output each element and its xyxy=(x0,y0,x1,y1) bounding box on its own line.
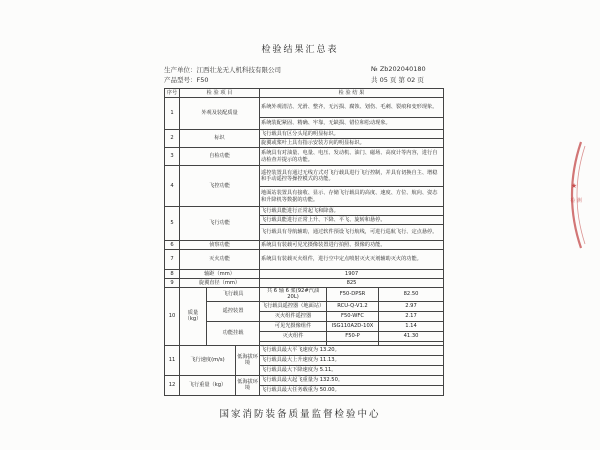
row-result: 飞行载具能进行正常起飞和降落。 xyxy=(260,207,444,216)
row-condition: 低海拔环境 xyxy=(236,375,260,395)
table-row xyxy=(165,148,444,166)
mass-extinguisher-remote-desc: 灭火组件遥控器 xyxy=(260,311,327,321)
svg-text:★: ★ xyxy=(570,182,578,190)
mass-vehicle-label: 飞行载具 xyxy=(207,288,260,302)
row-number: 1 xyxy=(165,98,180,130)
row-item: 侦察功能 xyxy=(180,241,260,250)
row-number: 7 xyxy=(165,250,180,270)
row-result: 系统具有装载可见光摄像装置进行拍照、摄像的功能。 xyxy=(260,241,444,250)
row-result: 飞行载具有导航辅助，通过软件预设飞行航线，可进行巡航飞行、定点悬停。 xyxy=(260,225,444,241)
mass-extinguisher-value: 41.30 xyxy=(379,331,444,341)
row-number: 8 xyxy=(165,270,180,279)
mass-extinguisher-remote-model: F50-WFC xyxy=(327,311,379,321)
row-result: 系统具有装载灭火组件，进行空中定点喷射灭火灭剂辅助灭火的功能。 xyxy=(260,250,444,270)
row-item: 灭火功能 xyxy=(180,250,260,270)
row-number: 10 xyxy=(165,288,180,346)
row-item: 自检功能 xyxy=(180,148,260,166)
row-result: 旋翼或桨叶上具有指示安装方向的明显标识。 xyxy=(260,139,444,148)
mass-remote-model: RCU-Q-V1.2 xyxy=(327,301,379,311)
table-row xyxy=(165,270,444,279)
seal-text: 检 测 xyxy=(570,198,582,204)
table-row xyxy=(165,321,444,331)
mass-extinguisher-remote-value: 2.17 xyxy=(379,311,444,321)
mass-camera-value: 1.14 xyxy=(379,321,444,331)
page-count: 共 05 页 第 02 页 xyxy=(371,76,424,84)
row-result: 1907 xyxy=(260,270,444,279)
row-result: 遥控装置具有通过无线方式对飞行载具进行飞行控制，并具有切换自主、增稳和手动遥控等操控模式的功能。 xyxy=(260,166,444,187)
col-header-result: 检 验 结 果 xyxy=(260,89,444,98)
row-result: 飞行载具最大上升速度为 11.13。 xyxy=(260,355,444,365)
row-item: 质量（kg） xyxy=(180,288,207,346)
row-number: 12 xyxy=(165,375,180,395)
row-number: 6 xyxy=(165,241,180,250)
mass-camera-model: ISG110A2D-10X xyxy=(327,321,379,331)
row-result: 飞行载具能进行正常上升、下降、平飞、旋转和悬停。 xyxy=(260,216,444,225)
row-result: 系统外观清洁、光滑、整齐，无污损、腐蚀、划伤、毛刺、裂痕和变形现象。 xyxy=(260,98,444,118)
row-item: 飞行重量（kg） xyxy=(180,375,236,395)
table-row xyxy=(165,250,444,270)
table-row xyxy=(165,345,444,355)
results-table xyxy=(164,88,444,396)
report-number: № Zb202040180 xyxy=(371,65,426,73)
row-number: 5 xyxy=(165,207,180,241)
mass-vehicle-desc: 共 6 轴 6 桨(92#汽油 20L) xyxy=(260,288,327,302)
row-result: 飞行载具有区分头尾的明显标识。 xyxy=(260,130,444,139)
issuing-organization: 国家消防装备质量监督检验中心 xyxy=(219,409,381,420)
mass-remote-value: 2.97 xyxy=(379,301,444,311)
table-row xyxy=(165,166,444,187)
row-number: 9 xyxy=(165,279,180,288)
table-row xyxy=(165,279,444,288)
document-title: 检验结果汇总表 xyxy=(261,45,339,55)
row-result: 飞行载具最大起飞重量为 132.50。 xyxy=(260,375,444,385)
table-row xyxy=(165,130,444,139)
table-row xyxy=(165,375,444,385)
row-number: 11 xyxy=(165,345,180,375)
mass-remote-desc: 飞行载具遥控器（地面站） xyxy=(260,301,327,311)
table-row xyxy=(165,98,444,118)
row-result: 飞行载具最大平飞速度为 13.20。 xyxy=(260,345,444,355)
col-header-no: 序号 xyxy=(165,89,180,98)
mass-payload-label: 功能挂载 xyxy=(207,321,260,345)
row-condition: 低海拔环境 xyxy=(236,345,260,375)
mass-remote-label: 遥控装置 xyxy=(207,301,260,321)
mass-camera-desc: 可见光摄像组件 xyxy=(260,321,327,331)
row-item: 飞行功能 xyxy=(180,207,260,241)
row-item: 旋翼直径（mm） xyxy=(180,279,260,288)
mass-extinguisher-model: F50-P xyxy=(327,331,379,341)
col-header-item: 检 验 项 目 xyxy=(180,89,260,98)
row-item: 轴距（mm） xyxy=(180,270,260,279)
row-result: 系统装配紧固、精确、牢靠，无缺损、错位和松动现象。 xyxy=(260,118,444,130)
row-result: 系统具有对油量、电量、电压、发动机、油门、磁场、高度计等内容，进行自动检查并提示的功能。 xyxy=(260,148,444,166)
product-model: 产品型号：F50 xyxy=(164,76,209,84)
row-result: 地面站装置具有接收、显示、存储飞行载具的高度、速度、方位、航向、姿态和升降机等数据的功能。 xyxy=(260,187,444,207)
row-number: 3 xyxy=(165,148,180,166)
row-item: 飞行速度(m/s) xyxy=(180,345,236,375)
row-number: 2 xyxy=(165,130,180,148)
table-row xyxy=(165,301,444,311)
row-item: 外观及装配质量 xyxy=(180,98,260,130)
table-header-row xyxy=(165,89,444,98)
official-seal-edge xyxy=(561,140,587,250)
mass-vehicle-value: 82.50 xyxy=(379,288,444,302)
row-result: 飞行载具最大任务载重为 50.00。 xyxy=(260,385,444,395)
row-result: 飞行载具最大下降速度为 5.11。 xyxy=(260,365,444,375)
table-row xyxy=(165,288,444,302)
row-result: 825 xyxy=(260,279,444,288)
table-row xyxy=(165,207,444,216)
table-row xyxy=(165,241,444,250)
mass-extinguisher-desc: 灭火组件 xyxy=(260,331,327,341)
mass-vehicle-model: F50-DPSR xyxy=(327,288,379,302)
row-number: 4 xyxy=(165,166,180,207)
production-unit: 生产单位：江西壮龙无人机科技有限公司 xyxy=(164,66,281,74)
row-item: 飞控功能 xyxy=(180,166,260,207)
row-item: 标识 xyxy=(180,130,260,148)
